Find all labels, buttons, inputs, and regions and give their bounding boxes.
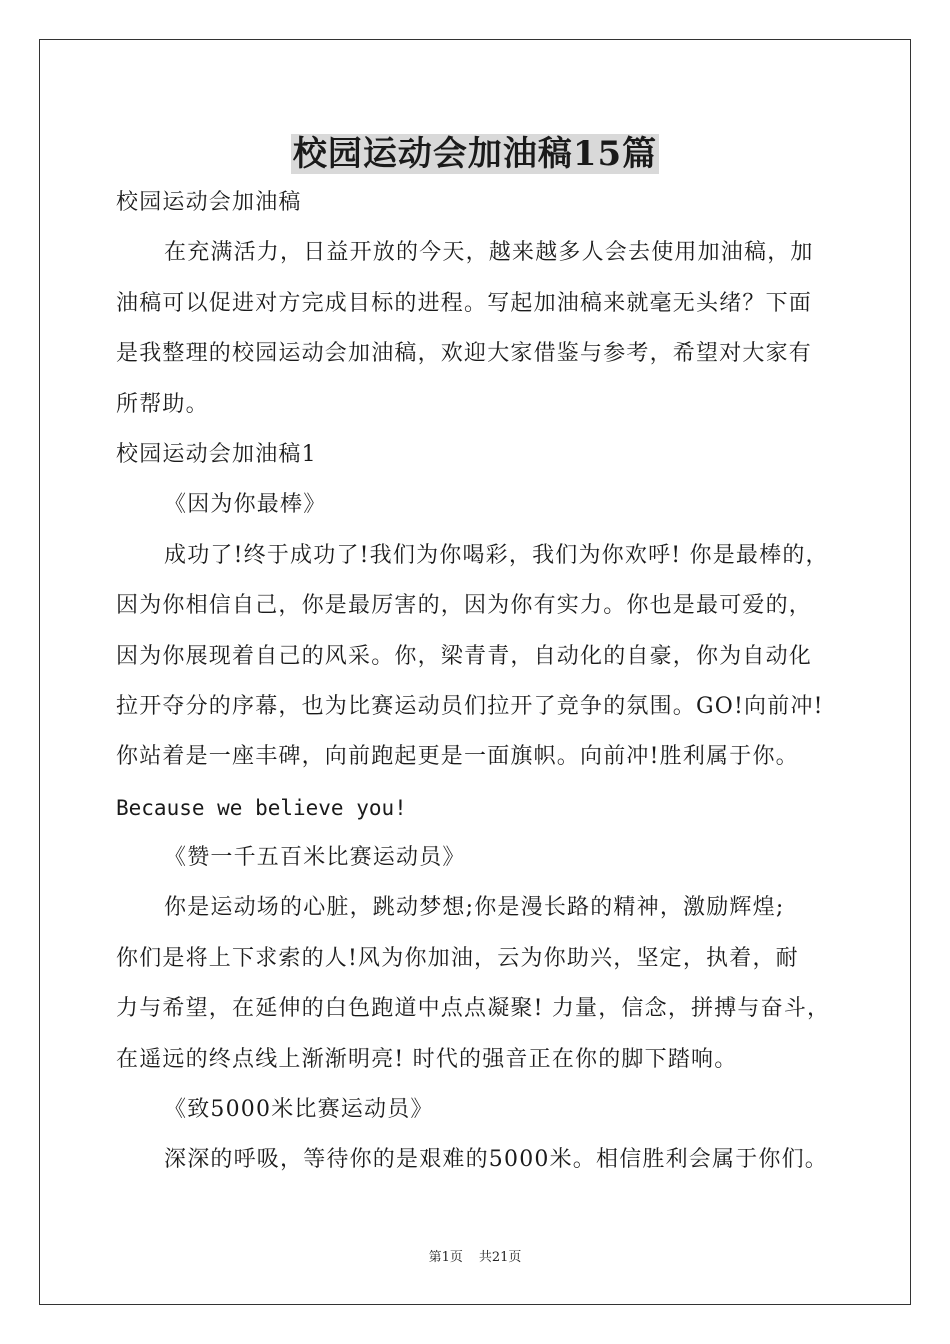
- text-line: 成功了!终于成功了!我们为你喝彩，我们为你欢呼! 你是最棒的，: [164, 542, 829, 568]
- text-line: 校园运动会加油稿: [116, 190, 302, 215]
- text-line: 拉开夺分的序幕，也为比赛运动员们拉开了竞争的氛围。GO!向前冲!: [116, 693, 824, 719]
- text-line: 所帮助。: [116, 391, 209, 417]
- text-line: 你们是将上下求索的人!风为你加油，云为你助兴，坚定，执着，耐: [116, 945, 799, 971]
- page-total: 共21页: [478, 1250, 522, 1265]
- text-line: 《因为你最棒》: [164, 492, 327, 518]
- text-line: 在遥远的终点线上渐渐明亮! 时代的强音正在你的脚下踏响。: [116, 1046, 738, 1072]
- text-line: 你是运动场的心脏，跳动梦想;你是漫长路的精神，激励辉煌;: [164, 895, 785, 921]
- page-number: 第1页: [428, 1250, 463, 1265]
- text-line: 《致5000米比赛运动员》: [164, 1097, 434, 1123]
- text-line: 是我整理的校园运动会加油稿，欢迎大家借鉴与参考，希望对大家有: [116, 341, 813, 367]
- text-line: 力与希望，在延伸的白色跑道中点点凝聚! 力量，信念，拼搏与奋斗，: [116, 996, 831, 1022]
- document-title-wrap: [0, 126, 950, 175]
- text-line: 因为你相信自己，你是最厉害的，因为你有实力。你也是最可爱的，: [116, 593, 813, 619]
- text-line: 因为你展现着自己的风采。你，梁青青，自动化的自豪，你为自动化: [116, 643, 813, 669]
- text-line: 在充满活力，日益开放的今天，越来越多人会去使用加油稿，加: [164, 240, 814, 266]
- text-line: 你站着是一座丰碑，向前跑起更是一面旗帜。向前冲!胜利属于你。: [116, 744, 799, 770]
- text-line: 深深的呼吸，等待你的是艰难的5000米。相信胜利会属于你们。: [164, 1147, 828, 1173]
- text-line: Because we believe you!: [116, 795, 407, 820]
- text-line: 油稿可以促进对方完成目标的进程。写起加油稿来就毫无头绪？下面: [116, 290, 813, 316]
- document-body: [116, 178, 852, 1186]
- page-footer: [0, 1246, 950, 1265]
- text-line: 《赞一千五百米比赛运动员》: [164, 845, 466, 871]
- document-title: 校园运动会加油稿15篇: [292, 134, 658, 174]
- text-line: 校园运动会加油稿1: [116, 441, 317, 467]
